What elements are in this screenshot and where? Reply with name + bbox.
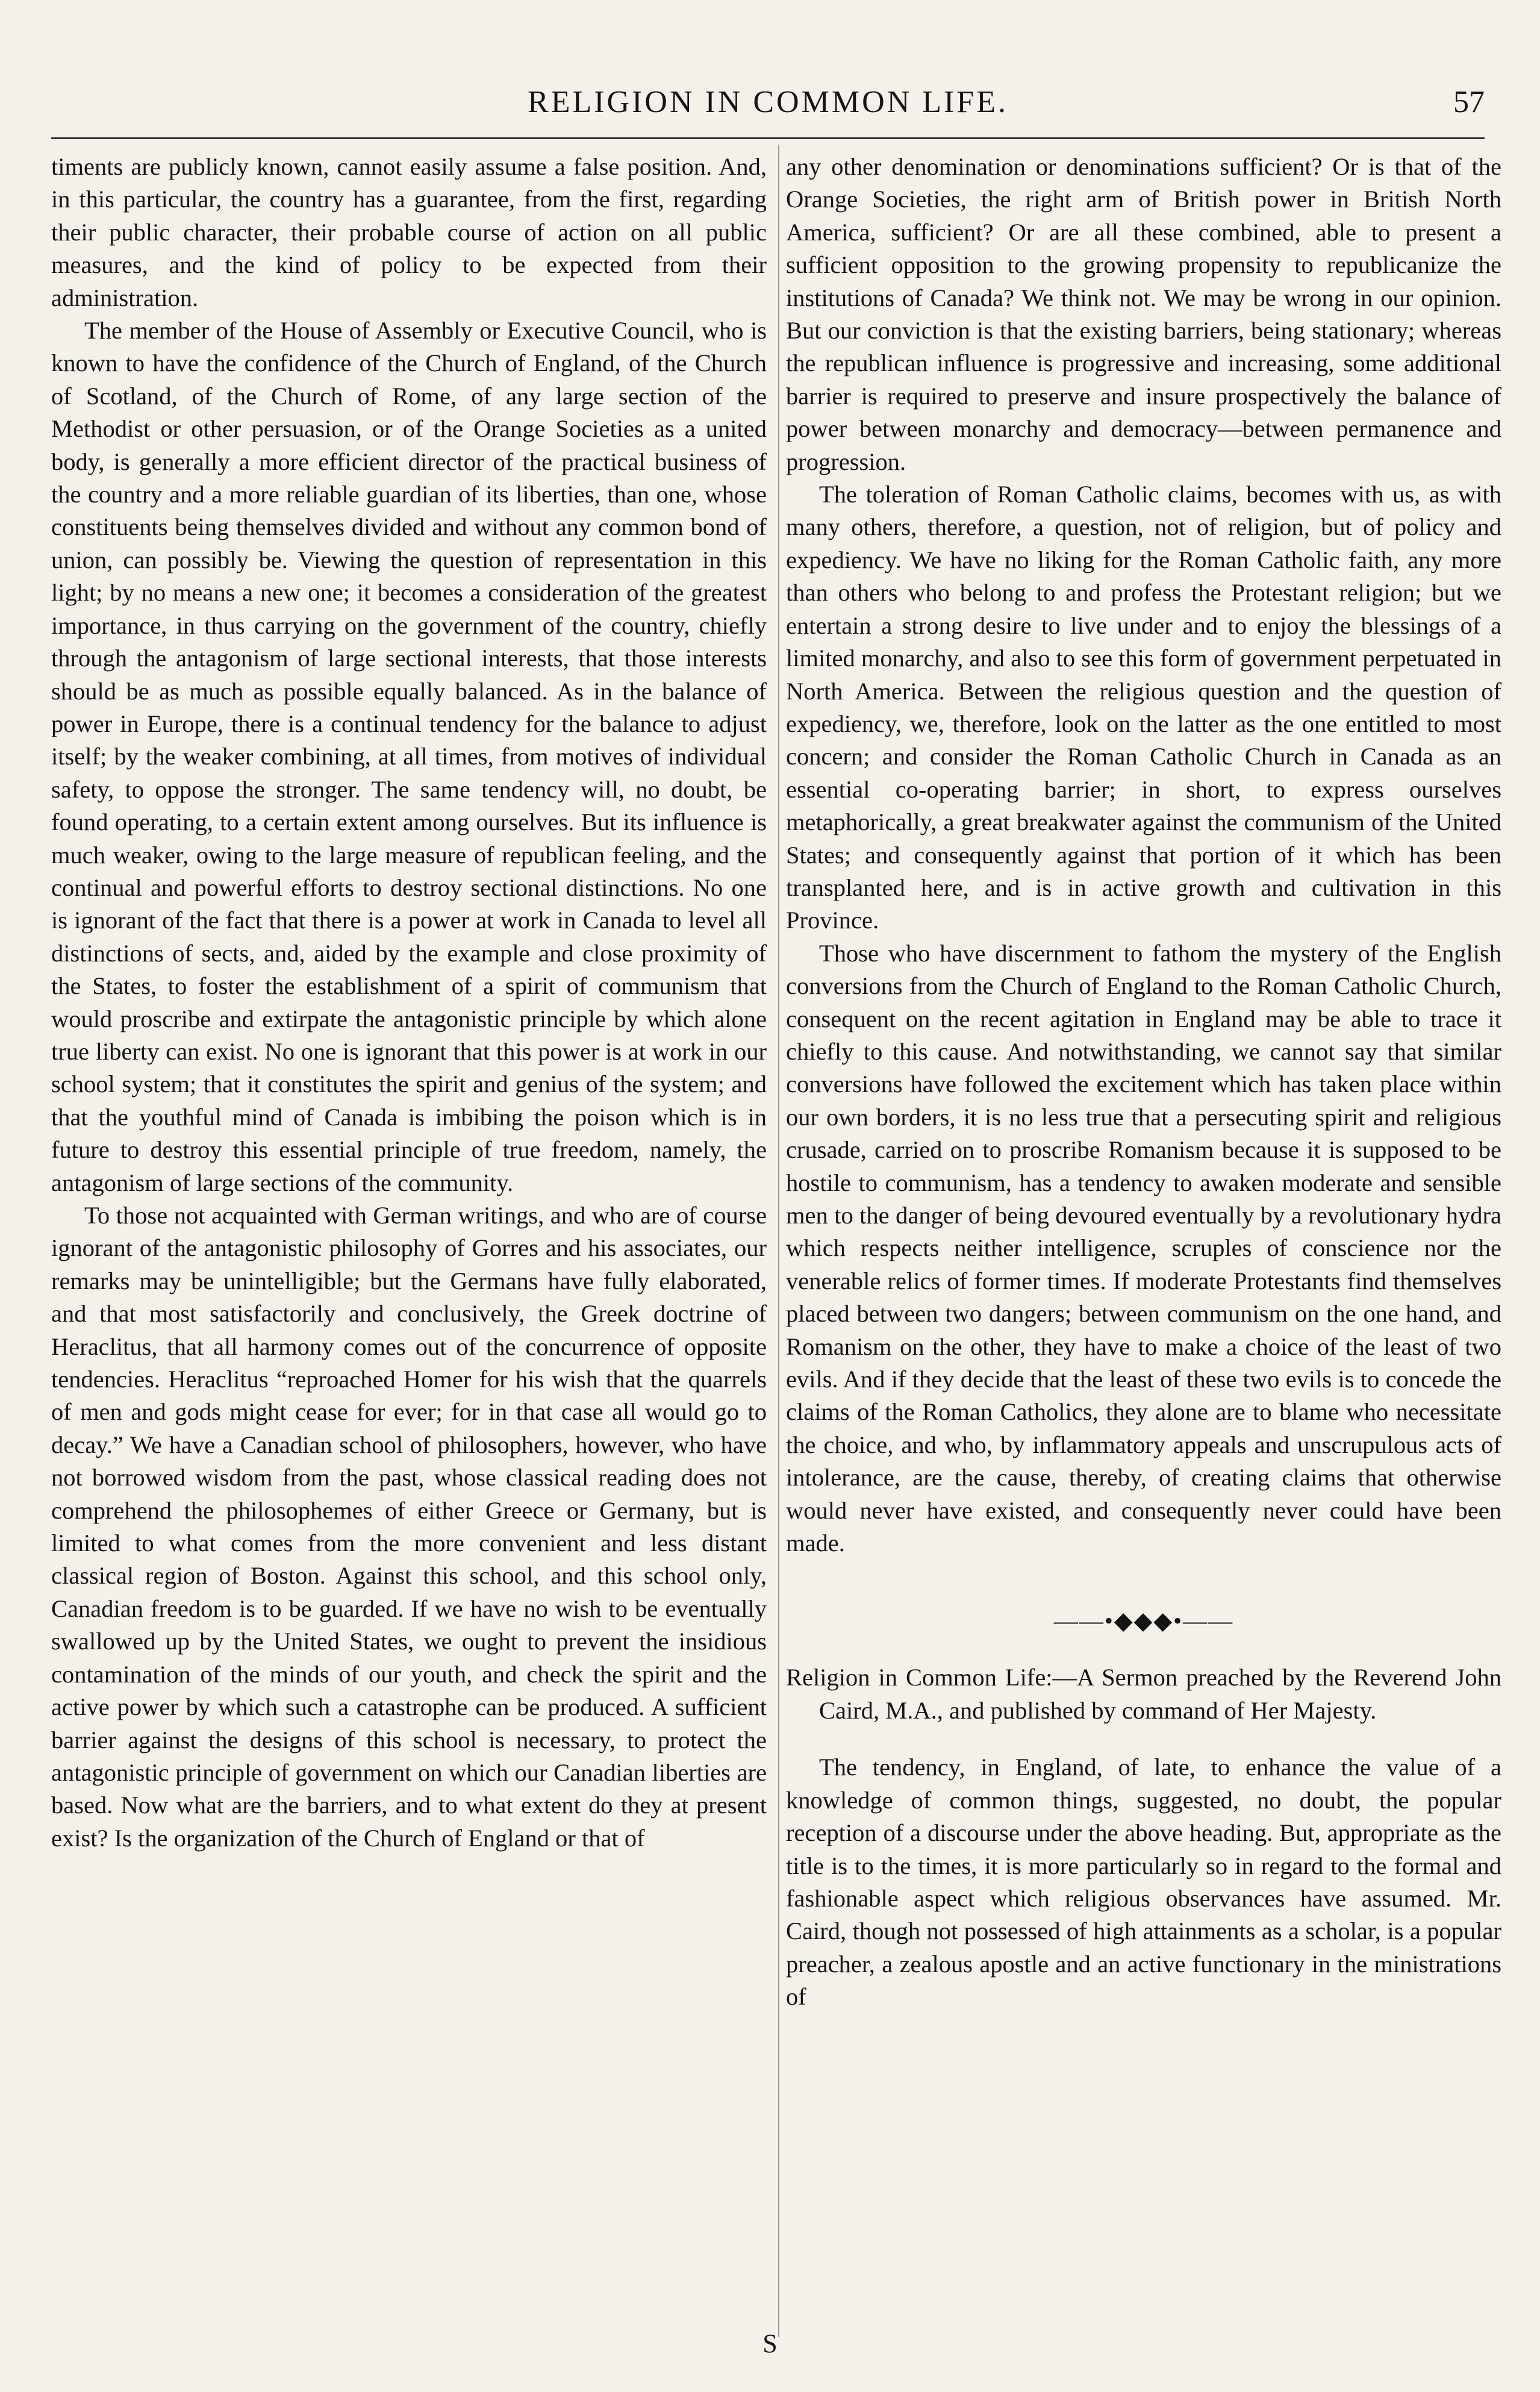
review-heading-text: Religion in Common Life:—A Sermon preached by the Reverend John Caird, M.A., and published by command of Her Majesty. [786, 1664, 1501, 1724]
right-column [786, 151, 1501, 2014]
page-header [51, 84, 1485, 139]
paragraph: The member of the House of Assembly or Executive Council, who is known to have the confidence of the Church of England, of the Church of Scotland, of the Church of Rome, of any large section of the Methodist or other persuasion, or of the Orange Societies as a united body, is generally a more efficient director of the practical business of the country and a more reliable guardian of its liberties, than one, whose constituents being themselves divided and without any common bond of union, can possibly be. Viewing the question of representation in this light; by no means a new one; it becomes a consideration of the greatest importance, in thus carrying on the government of the country, chiefly through the antagonism of large sectional interests, that those interests should be as much as possible equally balanced. As in the balance of power in Europe, there is a continual tendency for the balance to adjust itself; by the weaker combining, at all times, from motives of individual safety, to oppose the stronger. The same tendency will, no doubt, be found operating, to a certain extent among ourselves. But its influence is much weaker, owing to the large measure of republican feeling, and the continual and powerful efforts to destroy sectional distinctions. No one is ignorant of the fact that there is a power at work in Canada to level all distinctions of sects, and, aided by the example and close proximity of the States, to foster the establishment of a spirit of communism that would proscribe and extirpate the antagonistic principle by which alone true liberty can exist. No one is ignorant that this power is at work in our school system; that it constitutes the spirit and genius of the system; and that the youthful mind of Canada is imbibing the poison which is in future to destroy this essential principle of true freedom, namely, the antagonism of large sections of the community. [51, 317, 767, 1196]
left-column [51, 151, 767, 1855]
paragraph: The toleration of Roman Catholic claims, becomes with us, as with many others, therefore, a question, not of religion, but of policy and expediency. We have no liking for the Roman Catholic faith, any more than others who belong to and profess the Protestant religion; but we entertain a strong desire to live under and to enjoy the blessings of a limited monarchy, and also to see this form of government perpetuated in North America. Between the religious question and the question of expediency, we, therefore, look on the latter as the one entitled to most concern; and consider the Roman Catholic Church in Canada as an essential co-operating barrier; in short, to express ourselves metaphorically, a great breakwater against the communism of the United States; and consequently against that portion of it which has been transplanted here, and is in active growth and cultivation in this Province. [786, 481, 1501, 934]
paragraph: any other denomination or denominations sufficient? Or is that of the Orange Societies, the right arm of British power in British North America, sufficient? Or are all these combined, able to present a sufficient opposition to the growing propensity to republicanize the institutions of Canada? We think not. We may be wrong in our opinion. But our conviction is that the existing barriers, being stationary; whereas the republican influence is progressive and increasing, some additional barrier is required to preserve and insure prospectively the balance of power between monarchy and democracy—between permanence and progression. [786, 153, 1501, 475]
signature-mark: S [762, 2329, 778, 2358]
review-paragraph: The tendency, in England, of late, to enhance the value of a knowledge of common things, suggested, no doubt, the popular reception of a discourse under the above heading. But, appropriate as the title is to the times, it is more particularly so in regard to the formal and fashionable aspect which religious observances have assumed. Mr. Caird, though not possessed of high attainments as a scholar, is a popular preacher, a zealous apostle and an active functionary in the ministrations of [786, 1753, 1501, 2011]
header-rule [51, 137, 1485, 139]
running-title: RELIGION IN COMMON LIFE. [528, 85, 1008, 119]
review-heading [786, 1661, 1501, 1727]
column-divider [778, 145, 779, 2337]
paragraph: To those not acquainted with German writings, and who are of course ignorant of the antagonistic philosophy of Gorres and his associates, our remarks may be unintelligible; but the Germans have fully elaborated, and that most satisfactorily and conclusively, the Greek doctrine of Heraclitus, that all harmony comes out of the concurrence of opposite tendencies. Heraclitus “reproached Homer for his wish that the quarrels of men and gods might cease for ever; for in that case all would go to decay.” We have a Canadian school of philosophers, however, who have not borrowed wisdom from the past, whose classical reading does not comprehend the philosophemes of either Greece or Germany, but is limited to what comes from the more convenient and less distant classical region of Boston. Against this school, and this school only, Canadian freedom is to be guarded. If we have no wish to be eventually swallowed up by the United States, we ought to prevent the insidious contamination of the minds of our youth, and check the spirit and the active power by which such a catastrophe can be produced. A sufficient barrier against the designs of this school is necessary, to protect the antagonistic principle of government on which our Canadian liberties are based. Now what are the barriers, and to what extent do they at present exist? Is the organization of the Church of England or that of [51, 1202, 767, 1852]
paragraph: timents are publicly known, cannot easily assume a false position. And, in this particular, the country has a guarantee, from the first, regarding their public character, their probable course of action on all public measures, and the kind of policy to be expected from their administration. [51, 153, 767, 311]
section-ornament: ——•◆◆◆•—— [1053, 1607, 1234, 1635]
page-number: 57 [1453, 85, 1485, 119]
paragraph: Those who have discernment to fathom the mystery of the English conversions from the Church of England to the Roman Catholic Church, consequent on the recent agitation in England may be able to trace it chiefly to this cause. And notwithstanding, we cannot say that similar conversions have followed the excitement which has taken place within our own borders, it is no less true that a persecuting spirit and religious crusade, carried on to proscribe Romanism because it is supposed to be hostile to communism, has a tendency to awaken moderate and sensible men to the danger of being devoured eventually by a revolutionary hydra which respects neither intelligence, scruples of conscience nor the venerable relics of former times. If moderate Protestants find themselves placed between two dangers; between communism on the one hand, and Romanism on the other, they have to make a choice of the least of two evils. And if they decide that the least of these two evils is to concede the claims of the Roman Catholics, they alone are to blame who necessitate the choice, and who, by inflammatory appeals and unscrupulous acts of intolerance, are the cause, thereby, of creating claims that otherwise would never have existed, and consequently never could have been made. [786, 939, 1501, 1557]
